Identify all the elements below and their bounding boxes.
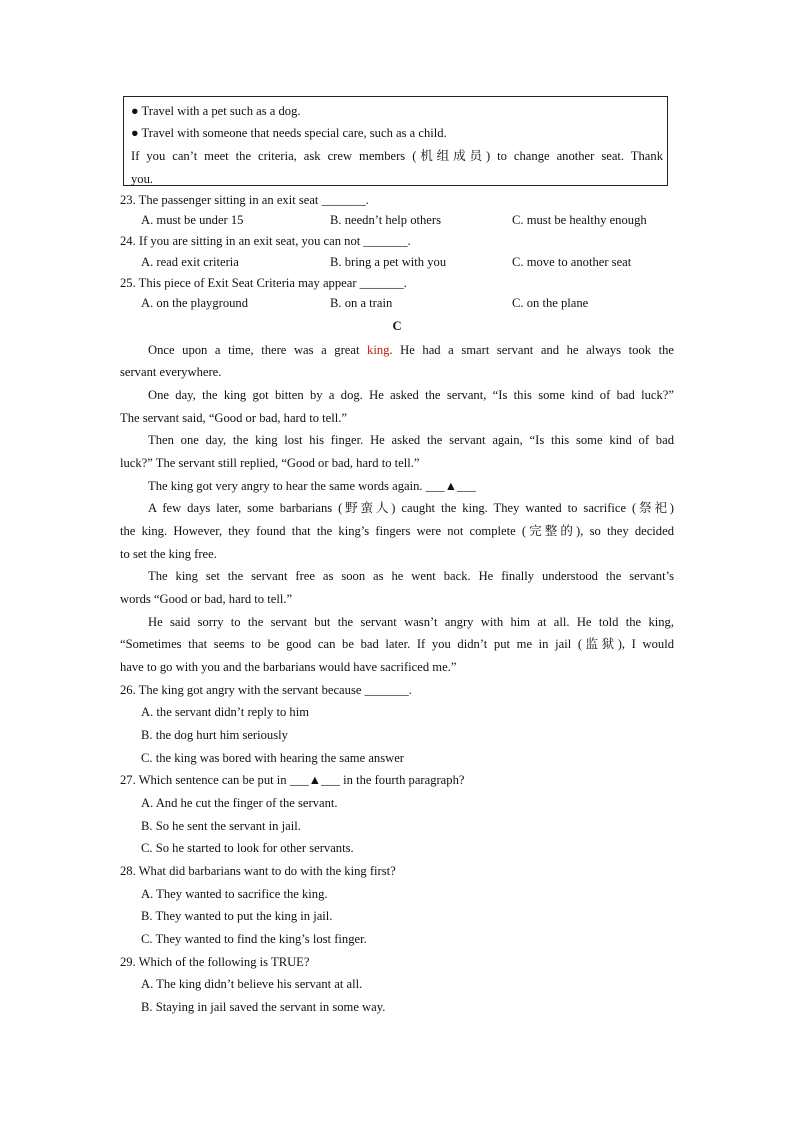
passage-p6-line-2: words “Good or bad, hard to tell.” [120,592,293,606]
question-23-stem: 23. The passenger sitting in an exit seat _______. [120,193,369,207]
question-26-option-a: A. the servant didn’t reply to him [141,705,310,719]
question-26-option-b: B. the dog hurt him seriously [141,728,288,742]
question-23-option-a: A. must be under 15 [141,213,244,227]
passage-p7-line-3: have to go with you and the barbarians would have sacrificed me.” [120,660,457,674]
question-27-option-b: B. So he sent the servant in jail. [141,819,301,833]
question-24-option-b: B. bring a pet with you [330,255,447,269]
question-29-option-a: A. The king didn’t believe his servant at all. [141,977,363,991]
passage-p5-line-2: the king. However, they found that the king’s fingers were not complete (完整的), so they decided [120,524,674,538]
question-26-stem: 26. The king got angry with the servant because _______. [120,683,412,697]
passage-p1-line-1 [148,342,674,358]
passage-p2-line-1: One day, the king got bitten by a dog. He asked the servant, “Is this some kind of bad luck?” [148,388,674,402]
section-title: C [392,319,402,333]
passage-p3-line-1: Then one day, the king lost his finger. He asked the servant again, “Is this some kind of bad [148,433,674,447]
question-24-option-c: C. move to another seat [512,255,632,269]
question-28-stem: 28. What did barbarians want to do with the king first? [120,864,396,878]
question-24-stem: 24. If you are sitting in an exit seat, you can not _______. [120,234,411,248]
passage-p3-line-2: luck?” The servant still replied, “Good or bad, hard to tell.” [120,456,420,470]
passage-p7-line-2: “Sometimes that seems to be good can be bad later. If you didn’t put me in jail (监狱), I would [120,637,674,651]
criteria-note-line-2: you. [131,172,154,186]
passage-p5-line-3: to set the king free. [120,547,217,561]
question-26-option-c: C. the king was bored with hearing the same answer [141,751,404,765]
question-27-option-a: A. And he cut the finger of the servant. [141,796,338,810]
passage-p1-text-before: Once upon a time, there was a great [148,343,368,357]
passage-p5-line-1: A few days later, some barbarians (野蛮人) caught the king. They wanted to sacrifice (祭祀) [148,501,674,515]
question-23-option-c: C. must be healthy enough [512,213,647,227]
passage-p6-line-1: The king set the servant free as soon as he went back. He finally understood the servant’s [148,569,674,583]
question-25-stem: 25. This piece of Exit Seat Criteria may appear _______. [120,276,407,290]
passage-p1-line-2: servant everywhere. [120,365,222,379]
question-25-option-c: C. on the plane [512,296,589,310]
criteria-bullet-1: ● Travel with a pet such as a dog. [131,104,301,118]
question-28-option-a: A. They wanted to sacrifice the king. [141,887,328,901]
passage-p7-line-1: He said sorry to the servant but the servant wasn’t angry with him at all. He told the king, [148,615,674,629]
question-29-stem: 29. Which of the following is TRUE? [120,955,310,969]
question-28-option-b: B. They wanted to put the king in jail. [141,909,333,923]
question-28-option-c: C. They wanted to find the king’s lost finger. [141,932,367,946]
question-25-option-b: B. on a train [330,296,393,310]
passage-p1-text-after: . He had a smart servant and he always took the [389,343,674,357]
question-23-option-b: B. needn’t help others [330,213,441,227]
passage-p2-line-2: The servant said, “Good or bad, hard to tell.” [120,411,347,425]
question-27-option-c: C. So he started to look for other servants. [141,841,354,855]
question-29-option-b: B. Staying in jail saved the servant in some way. [141,1000,386,1014]
criteria-bullet-2: ● Travel with someone that needs special care, such as a child. [131,126,447,140]
question-27-stem: 27. Which sentence can be put in ___▲___ in the fourth paragraph? [120,773,465,787]
criteria-note-line-1: If you can’t meet the criteria, ask crew members (机组成员) to change another seat. Thank [131,149,663,163]
highlighted-word: king [367,343,390,357]
question-24-option-a: A. read exit criteria [141,255,239,269]
question-25-option-a: A. on the playground [141,296,249,310]
passage-p4-line-1: The king got very angry to hear the same words again. ___▲___ [148,479,476,493]
